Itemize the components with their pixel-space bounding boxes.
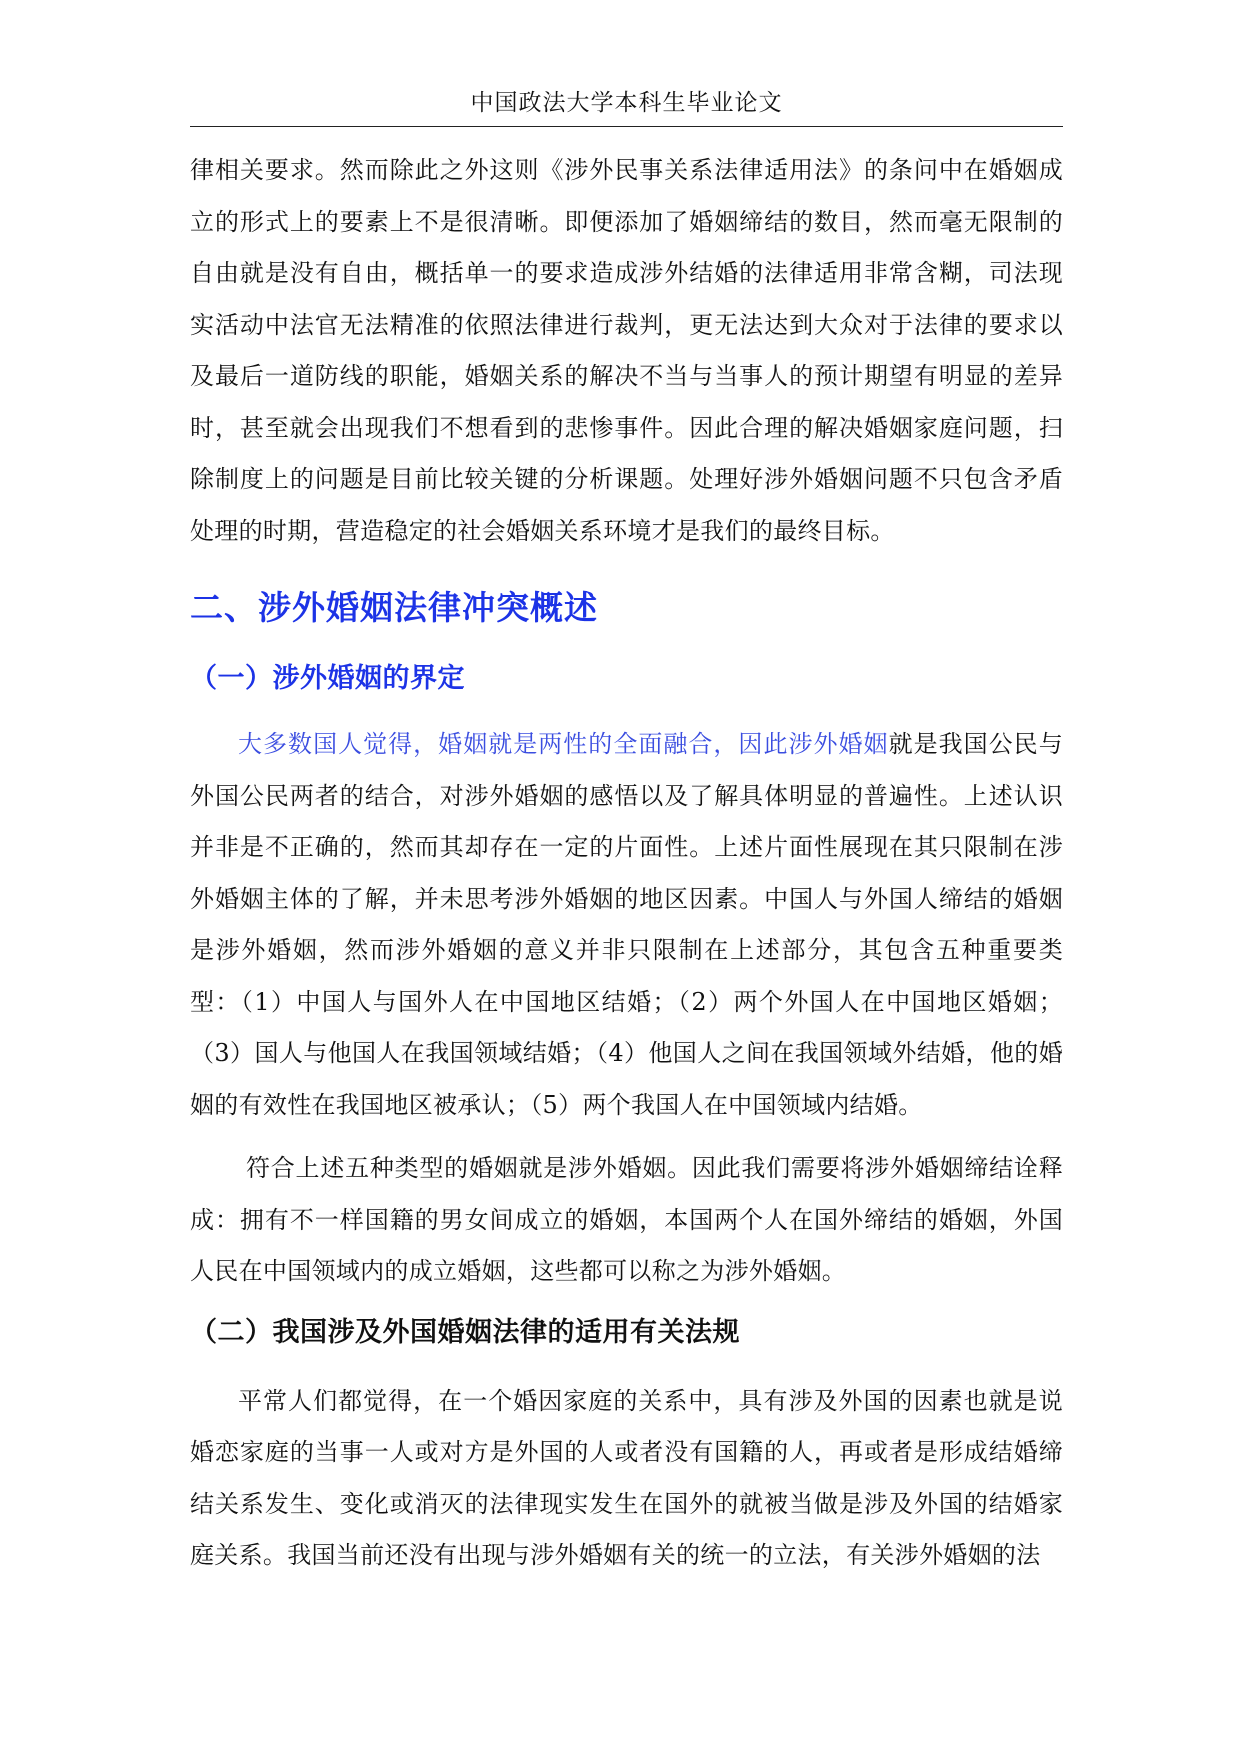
document-body [190, 145, 1063, 1582]
body-paragraph-2-text: 就是我国公民与外国公民两者的结合，对涉外婚姻的感悟以及了解具体明显的普遍性。上述认识并非是不正确的，然而其却存在一定的片面性。上述片面性展现在其只限制在涉外婚姻主体的了解，并未思考涉外婚姻的地区因素。中国人与外国人缔结的婚姻是涉外婚姻，然而涉外婚姻的意义并非只限制在上述部分，其包含五种重要类型：（1）中国人与国外人在中国地区结婚；（2）两个外国人在中国地区婚姻；（3）国人与他国人在我国领域结婚；（4）他国人之间在我国领域外结婚，他的婚姻的有效性在我国地区被承认；（5）两个我国人在中国领域内结婚。 [190, 730, 1063, 1119]
body-paragraph-2 [190, 719, 1063, 1131]
page-header-title: 中国政法大学本科生毕业论文 [470, 90, 783, 116]
header-divider [190, 126, 1063, 127]
body-paragraph-3: 符合上述五种类型的婚姻就是涉外婚姻。因此我们需要将涉外婚姻缔结诠释成：拥有不一样国籍的男女间成立的婚姻，本国两个人在国外缔结的婚姻，外国人民在中国领域内的成立婚姻，这些都可以称之为涉外婚姻。 [190, 1154, 1063, 1285]
highlighted-text: 大多数国人觉得，婚姻就是两性的全面融合，因此涉外婚姻 [238, 730, 889, 758]
body-paragraph-4: 平常人们都觉得，在一个婚因家庭的关系中，具有涉及外国的因素也就是说婚恋家庭的当事一人或对方是外国的人或者没有国籍的人，再或者是形成结婚缔结关系发生、变化或消灭的法律现实发生在国外的就被当做是涉及外国的结婚家庭关系。我国当前还没有出现与涉外婚姻有关的统一的立法，有关涉外婚姻的法 [190, 1386, 1063, 1569]
section-heading: 二、涉外婚姻法律冲突概述 [190, 588, 598, 627]
body-paragraph-1: 律相关要求。然而除此之外这则《涉外民事关系法律适用法》的条问中在婚姻成立的形式上的要素上不是很清晰。即便添加了婚姻缔结的数目，然而毫无限制的自由就是没有自由，概括单一的要求造成涉外结婚的法律适用非常含糊，司法现实活动中法官无法精准的依照法律进行裁判，更无法达到大众对于法律的要求以及最后一道防线的职能，婚姻关系的解决不当与当事人的预计期望有明显的差异时，甚至就会出现我们不想看到的悲惨事件。因此合理的解决婚姻家庭问题，扫除制度上的问题是目前比较关键的分析课题。处理好涉外婚姻问题不只包含矛盾处理的时期，营造稳定的社会婚姻关系环境才是我们的最终目标。 [190, 156, 1063, 545]
subsection-heading-2: （二）我国涉及外国婚姻法律的适用有关法规 [190, 1316, 740, 1348]
subsection-heading-1: （一）涉外婚姻的界定 [190, 663, 465, 694]
